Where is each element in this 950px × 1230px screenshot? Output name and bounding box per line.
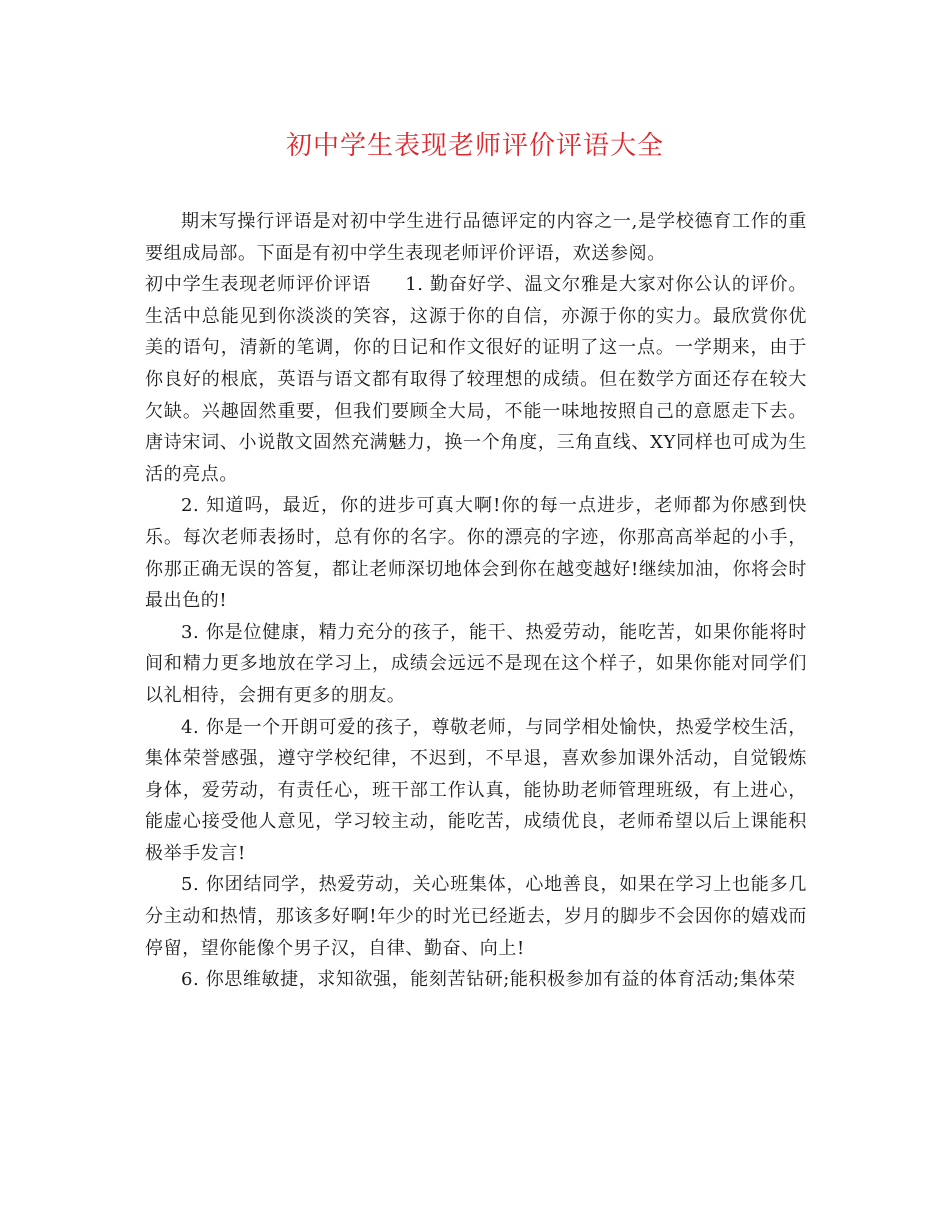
section-heading: 初中学生表现老师评价评语 — [145, 274, 372, 296]
comment-item-2: 2. 知道吗，最近，你的进步可真大啊!你的每一点进步，老师都为你感到快乐。每次老师表扬时，总有你的名字。你的漂亮的字迹，你那高高举起的小手，你那正确无误的答复，都让老师深切地体会到你在越变越好!继续加油，你将会时最出色的! — [145, 495, 807, 612]
comment-item-1: 1. 勤奋好学、温文尔雅是大家对你公认的评价。生活中总能见到你淡淡的笑容，这源于你的自信，亦源于你的实力。最欣赏你优美的语句，清新的笔调，你的日记和作文很好的证明了这一点。一学期来，由于你良好的根底，英语与语文都有取得了较理想的成绩。但在数学方面还存在较大欠缺。兴趣固然重要，但我们要顾全大局，不能一味地按照自己的意愿走下去。唐诗宋词、小说散文固然充满魅力，换一个角度，三角直线、XY同样也可成为生活的亮点。 — [145, 274, 807, 485]
comment-item-5: 5. 你团结同学，热爱劳动，关心班集体，心地善良，如果在学习上也能多几分主动和热情，那该多好啊!年少的时光已经逝去，岁月的脚步不会因你的嬉戏而停留，望你能像个男子汉，自律、勤奋、向上! — [145, 874, 807, 959]
document-body — [145, 206, 807, 996]
intro-paragraph: 期末写操行评语是对初中学生进行品德评定的内容之一,是学校德育工作的重要组成局部。下面是有初中学生表现老师评价评语，欢送参阅。 — [145, 211, 807, 264]
section-paragraph — [145, 269, 807, 490]
comment-item-6: 6. 你思维敏捷，求知欲强，能刻苦钻研;能积极参加有益的体育活动;集体荣 — [181, 969, 796, 991]
document-title: 初中学生表现老师评价评语大全 — [285, 131, 664, 161]
comment-item-4: 4. 你是一个开朗可爱的孩子，尊敬老师，与同学相处愉快，热爱学校生活，集体荣誉感强，遵守学校纪律，不迟到，不早退，喜欢参加课外活动，自觉锻炼身体，爱劳动，有责任心，班干部工作认真，能协助老师管理班级，有上进心，能虚心接受他人意见，学习较主动，能吃苦，成绩优良，老师希望以后上课能积极举手发言! — [145, 716, 807, 864]
comment-item-3: 3. 你是位健康，精力充分的孩子，能干、热爱劳动，能吃苦，如果你能将时间和精力更多地放在学习上，成绩会远远不是现在这个样子，如果你能对同学们以礼相待，会拥有更多的朋友。 — [145, 621, 807, 706]
